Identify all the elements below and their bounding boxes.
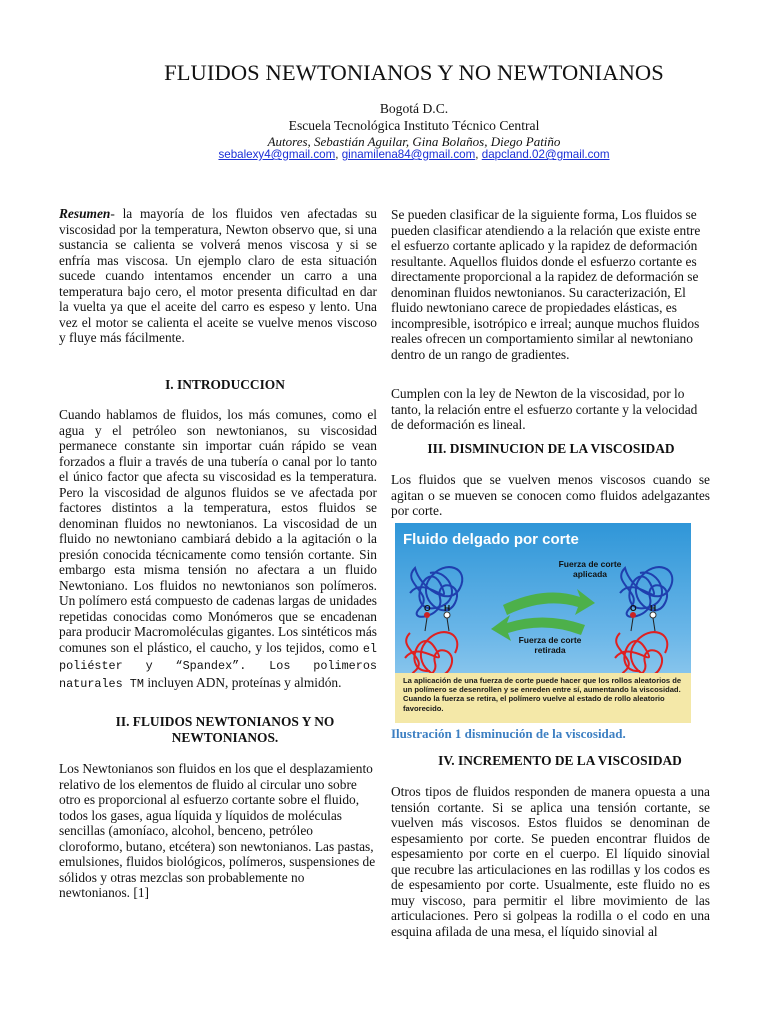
newtonian-paragraph: Los Newtonianos son fluidos en los que el desplazamiento relativo de los elementos de fluido al circular uno sobre otro es proporcional al esfuerzo cortante sobre el fluido, todos los gases, agua líquida y líquidos de moléculas sencillas (amoníaco, alcohol, benceno, petróleo cloroformo, butano, etcétera) son newtonianos. Las pastas, emulsiones, fluidos biológicos, polímeros, suspensiones de sólidos y otras mezclas son probablemente no newtonianos. [1] xyxy=(59,761,376,900)
section-heading-newtonian: II. FLUIDOS NEWTONIANOS Y NO NEWTONIANOS. xyxy=(115,714,335,745)
paper-school: Escuela Tecnológica Instituto Técnico Central xyxy=(288,118,540,133)
viscosity-increase-paragraph: Otros tipos de fluidos responden de manera opuesta a una tensión cortante. Si se aplica una tensión cortante, se vuelven más viscosos. Estos fluidos se denominan de espesamiento por corte. Se pueden encontrar fluidos de espesamiento por corte en el cuerpo. El líquido sinovial que recubre las articulaciones en las rodillas y los codos es de espesamiento por corte. Usualmente, este fluido no es muy viscoso, para permitir el libre movimiento de las articulaciones. Pero si golpeas la rodilla o el codo en una esquina afilada de una mesa, el líquido sinovial al xyxy=(391,784,710,939)
paper-city: Bogotá D.C. xyxy=(379,101,449,116)
blue-polymer-coil-right xyxy=(620,567,672,617)
intro-text-end: incluyen ADN, proteínas y almidón. xyxy=(147,674,342,690)
section-heading-viscosity-decrease: III. DISMINUCION DE LA VISCOSIDAD xyxy=(427,441,675,456)
figure-caption: Ilustración 1 disminución de la viscosidad. xyxy=(391,726,626,741)
paper-authors: Autores, Sebastián Aguilar, Gina Bolaños, Diego Patiño xyxy=(267,134,561,149)
figure-title: Fluido delgado por corte xyxy=(403,531,579,548)
email-separator: , xyxy=(475,148,482,161)
atom-label: H xyxy=(444,603,451,613)
abstract xyxy=(59,206,377,346)
email-link-3[interactable]: dapcland.02@gmail.com xyxy=(481,148,610,161)
red-polymer-coil-left xyxy=(405,632,457,678)
intro-text: Cuando hablamos de fluidos, los más comunes, como el agua y el petróleo son newtonianos, su viscosidad permanece constante sin importar cuán rápido se vean forzados a fluir a través de una tubería o canal por lo tanto el único factor que afecta su viscosidad es la temperatura. Pero la viscosidad de algunos fluidos se ve afectada por factores distintos a la temperatura, estos fluidos se denominan fluidos no newtonianos. La viscosidad de un fluido no newtoniano cambiará debido a la agitación o la presión conocida técnicamente como tensión cortante. Sin embargo esta misma tensión no afectara a un fluido Newtoniano. Los fluidos no newtonianos son polímeros. Un polímero está compuesto de cadenas largas de unidades repetidas conocidas como Monómeros que se encadenan para producir Macromoléculas gigantes. Los sintéticos más comunes son el plástico, el caucho, y los tejidos, como xyxy=(59,407,377,655)
author-emails xyxy=(60,148,768,161)
newton-law-paragraph: Cumplen con la ley de Newton de la viscosidad, por lo tanto, la relación entre el esfuerzo cortante y la velocidad de deformación es lineal. xyxy=(391,386,698,432)
figure-explanation-box xyxy=(395,673,691,723)
blue-polymer-coil-left xyxy=(410,567,462,617)
red-polymer-coil-right xyxy=(615,632,667,678)
section-heading-viscosity-increase: IV. INCREMENTO DE LA VISCOSIDAD xyxy=(438,753,682,768)
section-heading-intro: I. INTRODUCCION xyxy=(165,377,285,392)
intro-paragraph xyxy=(59,407,377,692)
figure-explanation-text: La aplicación de una fuerza de corte puede hacer que los rollos aleatorios de un polímero se desenrollen y se enreden entre sí, aumentando la viscosidad. Cuando la fuerza se retira, el polímero vuelve al estado de rollo aleatorio favorecido. xyxy=(403,676,682,713)
atom-label: O xyxy=(630,603,637,613)
label-shear-applied: Fuerza de corte aplicada xyxy=(558,559,622,579)
label-shear-removed: Fuerza de corte retirada xyxy=(518,635,582,655)
classification-paragraph: Se pueden clasificar de la siguiente forma, Los fluidos se pueden clasificar atendiendo a la relación que existe entre el esfuerzo cortante aplicado y la rapidez de deformación resultante. Aquellos fluidos donde el esfuerzo cortante es directamente proporcional a la rapidez de deformación se denominan fluidos newtonianos. Su caracterización, El fluido newtoniano carece de propiedades elásticas, es incompresible, isotrópico e irreal; aunque muchos fluidos reales ofrecen un comportamiento similar al newtoniano dentro de un rango de gradientes. xyxy=(391,207,701,362)
arrow-right-icon xyxy=(503,589,595,615)
viscosity-decrease-paragraph: Los fluidos que se vuelven menos viscosos cuando se agitan o se mueven se conocen como fluidos adelgazantes por corte. xyxy=(391,472,710,518)
email-link-1[interactable]: sebalexy4@gmail.com xyxy=(218,148,336,161)
abstract-text: - la mayoría de los fluidos ven afectadas su viscosidad por la temperatura, Newton observo que, si una sustancia se calienta se volverá menos viscosa y si se enfría mas viscosa. Un ejemplo claro de esta situación sucede cuando intentamos encender un carro a una temperatura bajo cero, el motor presenta dificultad en dar la vuelta ya que el aceite del carro es espeso y lento. Una vez el motor se calienta el aceite se vuelve menos viscoso y fluye más fácilmente. xyxy=(59,206,377,345)
email-link-2[interactable]: ginamilena84@gmail.com xyxy=(341,148,476,161)
atom-label: O xyxy=(424,603,431,613)
atom-label: H xyxy=(650,603,657,613)
shear-thinning-figure xyxy=(395,523,691,723)
abstract-label: Resumen xyxy=(59,206,111,221)
paper-title: FLUIDOS NEWTONIANOS Y NO NEWTONIANOS xyxy=(164,60,664,85)
email-separator: , xyxy=(335,148,342,161)
intro-text-mono: el poliéster y “Spandex”. Los polimeros naturales TM xyxy=(59,641,377,691)
